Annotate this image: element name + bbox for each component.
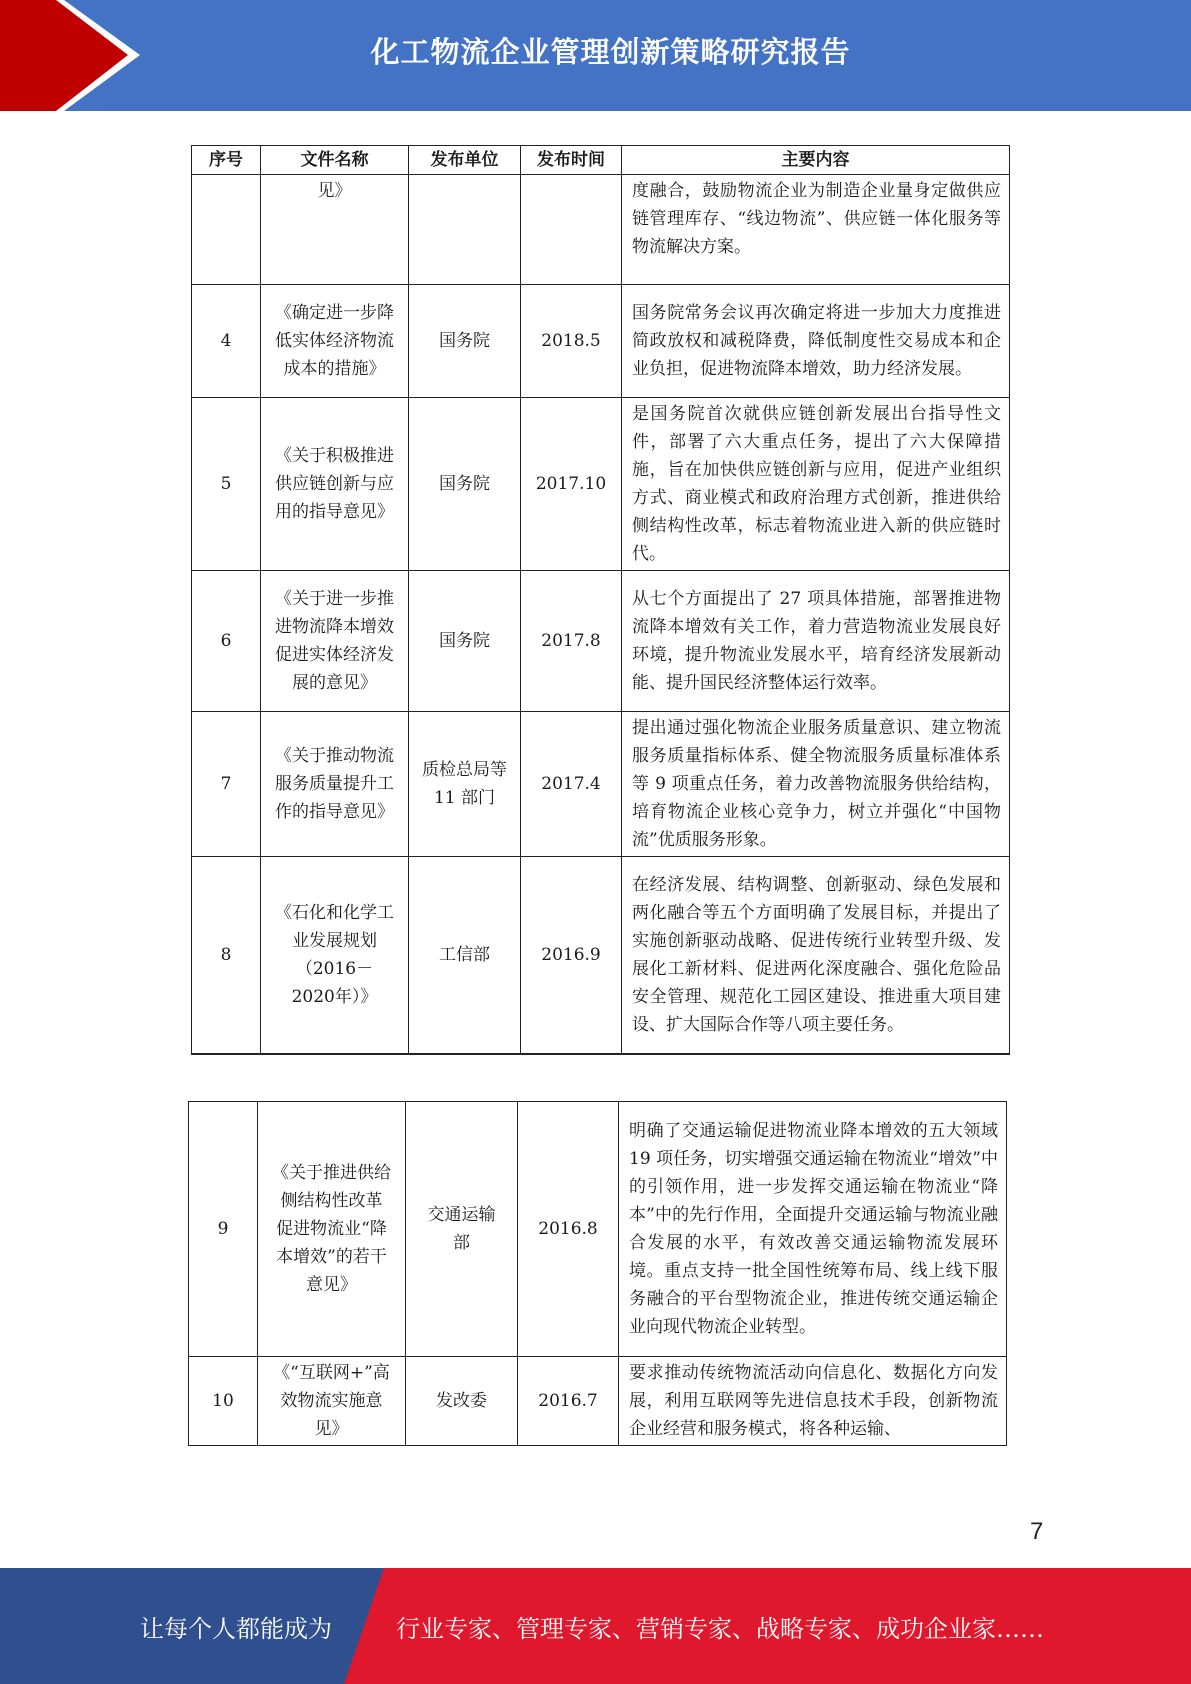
row-issuer: 工信部 [409, 857, 521, 1054]
row-content: 要求推动传统物流活动向信息化、数据化方向发展，利用互联网等先进信息技术手段，创新物流企业经营和服务模式，将各种运输、 [619, 1357, 1007, 1446]
row-no: 8 [192, 857, 261, 1054]
table-row [189, 1102, 1007, 1357]
row-content: 提出通过强化物流企业服务质量意识、建立物流服务质量指标体系、健全物流服务质量标准体系等 9 项重点任务，着力改善物流服务供给结构，培育物流企业核心竞争力，树立并强化“中国物流”优质服务形象。 [622, 712, 1010, 857]
header-issuer: 发布单位 [409, 146, 521, 175]
header-name: 文件名称 [261, 146, 409, 175]
row-name: 《关于进一步推进物流降本增效促进实体经济发展的意见》 [261, 571, 409, 712]
row-no: 10 [189, 1357, 258, 1446]
footer-slogan-right: 行业专家、管理专家、营销专家、战略专家、成功企业家…… [396, 1614, 1044, 1643]
row-content: 明确了交通运输促进物流业降本增效的五大领域 19 项任务，切实增强交通运输在物流业“增效”中的引领作用，进一步发挥交通运输在物流业“降本”中的先行作用，全面提升交通运输与物流业融合发展的水平，有效改善交通运输物流发展环境。重点支持一批全国性统筹布局、线上线下服务融合的平台型物流企业，推进传统交通运输企业向现代物流企业转型。 [619, 1102, 1007, 1357]
table-row [192, 285, 1010, 398]
page-number: 7 [1030, 1518, 1044, 1545]
row-content: 从七个方面提出了 27 项具体措施，部署推进物流降本增效有关工作，着力营造物流业发展良好环境，提升物流业发展水平，培育经济发展新动能、提升国民经济整体运行效率。 [622, 571, 1010, 712]
row-no: 7 [192, 712, 261, 857]
row-name: 《关于推进供给侧结构性改革 促进物流业“降本增效”的若干意见》 [258, 1102, 406, 1357]
policy-table-part-2 [188, 1101, 1007, 1446]
row-issuer: 国务院 [409, 285, 521, 398]
row-date: 2017.4 [521, 712, 622, 857]
row-date: 2016.8 [518, 1102, 619, 1357]
row-name: 《“互联网+”高效物流实施意见》 [258, 1357, 406, 1446]
row-issuer: 质检总局等 11 部门 [409, 712, 521, 857]
row-issuer: 国务院 [409, 571, 521, 712]
row-date: 2016.7 [518, 1357, 619, 1446]
page-header [0, 0, 1191, 111]
row-issuer: 国务院 [409, 398, 521, 571]
row-date: 2017.10 [521, 398, 622, 571]
row-issuer [409, 175, 521, 285]
page-footer [0, 1568, 1191, 1684]
row-name: 《关于积极推进供应链创新与应用的指导意见》 [261, 398, 409, 571]
header-title: 化工物流企业管理创新策略研究报告 [370, 34, 851, 69]
table-row [192, 712, 1010, 857]
table-header-row [192, 146, 1010, 175]
row-issuer: 交通运输部 [406, 1102, 518, 1357]
table-row [189, 1357, 1007, 1446]
header-no: 序号 [192, 146, 261, 175]
row-date [521, 175, 622, 285]
row-no: 5 [192, 398, 261, 571]
table-row [192, 857, 1010, 1054]
row-no [192, 175, 261, 285]
policy-table-part-1 [191, 145, 1010, 1055]
row-name: 《确定进一步降低实体经济物流成本的措施》 [261, 285, 409, 398]
table-row [192, 175, 1010, 285]
row-name: 《关于推动物流服务质量提升工作的指导意见》 [261, 712, 409, 857]
header-content: 主要内容 [622, 146, 1010, 175]
table-row [192, 571, 1010, 712]
header-chevron-icon [0, 0, 150, 111]
row-content: 在经济发展、结构调整、创新驱动、绿色发展和两化融合等五个方面明确了发展目标，并提出了实施创新驱动战略、促进传统行业转型升级、发展化工新材料、促进两化深度融合、强化危险品安全管理、规范化工园区建设、推进重大项目建设、扩大国际合作等八项主要任务。 [622, 857, 1010, 1054]
row-no: 6 [192, 571, 261, 712]
row-name: 见》 [261, 175, 409, 285]
row-content: 是国务院首次就供应链创新发展出台指导性文件，部署了六大重点任务，提出了六大保障措施，旨在加快供应链创新与应用，促进产业组织方式、商业模式和政府治理方式创新，推进供给侧结构性改革，标志着物流业进入新的供应链时代。 [622, 398, 1010, 571]
row-content: 国务院常务会议再次确定将进一步加大力度推进简政放权和减税降费，降低制度性交易成本和企业负担，促进物流降本增效，助力经济发展。 [622, 285, 1010, 398]
row-no: 4 [192, 285, 261, 398]
row-content: 度融合，鼓励物流企业为制造企业量身定做供应链管理库存、“线边物流”、供应链一体化服务等物流解决方案。 [622, 175, 1010, 285]
row-date: 2018.5 [521, 285, 622, 398]
header-date: 发布时间 [521, 146, 622, 175]
row-no: 9 [189, 1102, 258, 1357]
table-row [192, 398, 1010, 571]
row-name: 《石化和化学工业发展规划（2016－2020年）》 [261, 857, 409, 1054]
row-date: 2017.8 [521, 571, 622, 712]
row-issuer: 发改委 [406, 1357, 518, 1446]
row-date: 2016.9 [521, 857, 622, 1054]
footer-slogan-left: 让每个人都能成为 [140, 1614, 332, 1643]
